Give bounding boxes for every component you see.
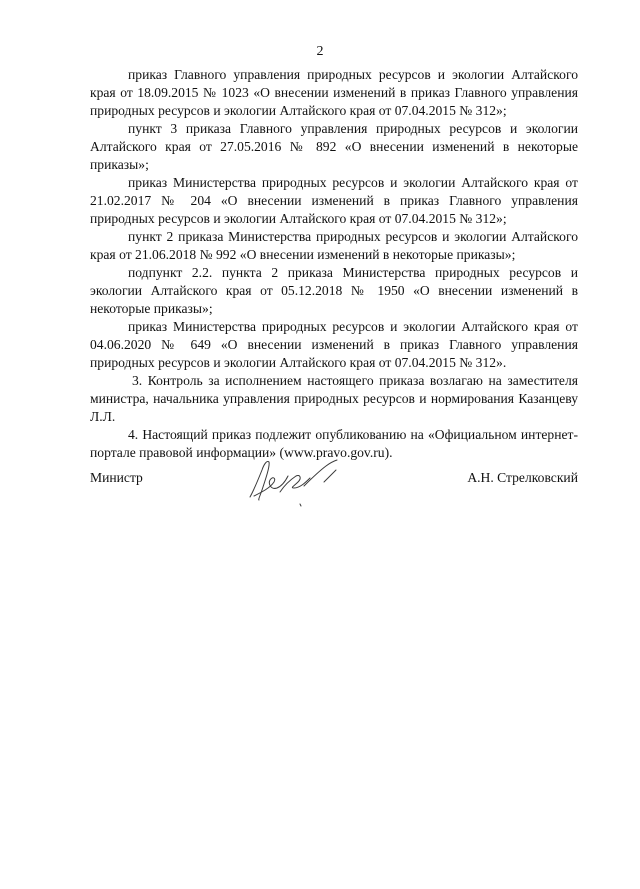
- signatory-name: А.Н. Стрелковский: [467, 470, 578, 485]
- page-number: 2: [316, 44, 324, 59]
- document-body: [90, 66, 578, 462]
- list-item-order-649: приказ Министерства природных ресурсов и экологии Алтайского края от 04.06.2020 № 649 «О внесении изменений в приказ Главного управления природных ресурсов и экологии Алтайского края от 07.04.2015 № 312».: [90, 319, 578, 370]
- list-item-order-992: пункт 2 приказа Министерства природных ресурсов и экологии Алтайского края от 21.06.2018 № 992 «О внесении изменений в некоторые приказы»;: [90, 229, 578, 262]
- list-item-order-892: пункт 3 приказа Главного управления природных ресурсов и экологии Алтайского края от 27.05.2016 № 892 «О внесении изменений в некоторые приказы»;: [90, 121, 578, 172]
- handwritten-signature: [240, 452, 350, 512]
- list-item-order-1950: подпункт 2.2. пункта 2 приказа Министерства природных ресурсов и экологии Алтайского края от 05.12.2018 № 1950 «О внесении изменений в некоторые приказы»;: [90, 265, 578, 316]
- list-item-order-1023: приказ Главного управления природных ресурсов и экологии Алтайского края от 18.09.2015 № 1023 «О внесении изменений в приказ Главного управления природных ресурсов и экологии Алтайского края от 07.04.2015 № 312»;: [90, 67, 578, 118]
- list-item-order-204: приказ Министерства природных ресурсов и экологии Алтайского края от 21.02.2017 № 204 «О внесении изменений в приказ Главного управления природных ресурсов и экологии Алтайского края от 07.04.2015 № 312»;: [90, 175, 578, 226]
- signatory-title: Министр: [90, 470, 143, 485]
- signature-block: [90, 462, 578, 522]
- clause-4-publication: 4. Настоящий приказ подлежит опубликованию на «Официальном интернет-портале правовой информации» (www.pravo.gov.ru).: [90, 427, 578, 460]
- clause-3-control: 3. Контроль за исполнением настоящего приказа возлагаю на заместителя министра, начальника управления природных ресурсов и нормирования Казанцеву Л.Л.: [90, 373, 578, 424]
